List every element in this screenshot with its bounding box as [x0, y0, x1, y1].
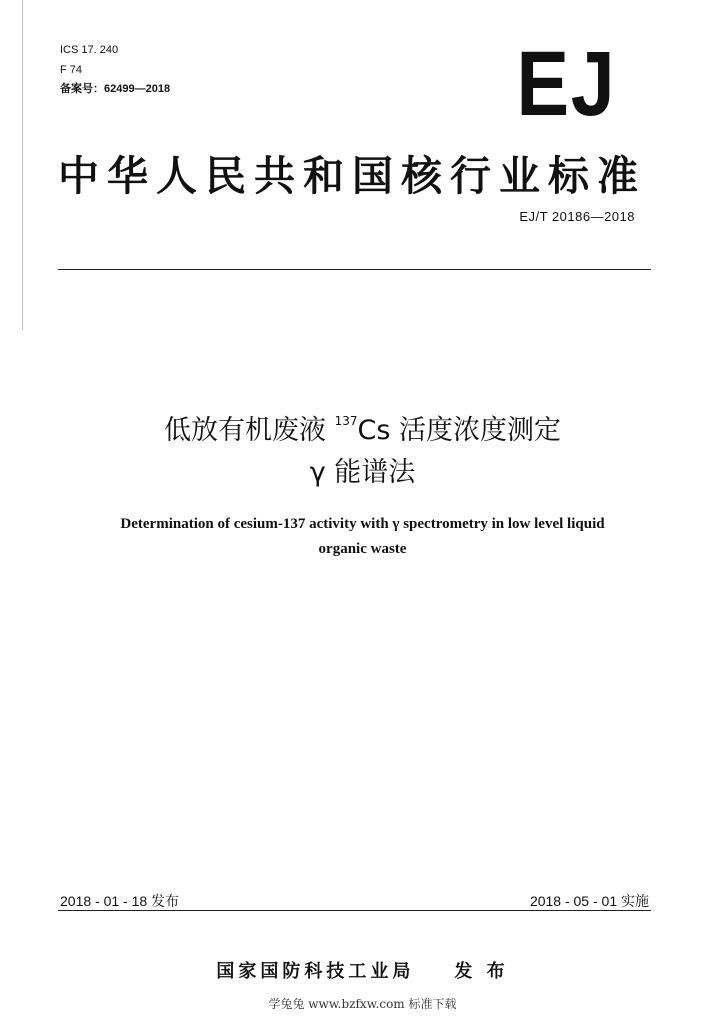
ej-logo: EJ	[516, 33, 617, 135]
title-cn-line1	[0, 408, 725, 447]
ics-code: ICS 17. 240	[60, 44, 119, 56]
isotope-mass-number: 137	[334, 414, 358, 428]
title-cn-prefix: 低放有机废液	[163, 415, 335, 446]
title-en-line1: Determination of cesium-137 activity with γ spectrometry in low level liquid	[120, 516, 605, 532]
issuer-line	[0, 957, 725, 983]
issuer-action: 发 布	[454, 961, 509, 982]
issuer-name: 国家国防科技工业局	[216, 961, 415, 982]
issue-date: 2018 - 01 - 18 发布	[60, 893, 180, 909]
record-number: 备案号：62499—2018	[60, 83, 171, 95]
footer-rule	[58, 910, 651, 911]
header-rule	[58, 269, 651, 270]
title-en-line2: organic waste	[318, 541, 407, 557]
watermark-footer: 学兔兔 www.bzfxw.com 标准下载	[268, 997, 457, 1011]
standard-number: EJ/T 20186—2018	[519, 209, 635, 224]
implementation-date: 2018 - 05 - 01 实施	[529, 893, 649, 909]
ccs-code: F 74	[60, 64, 83, 76]
scan-edge-line	[22, 0, 23, 330]
title-cn-suffix: Cs 活度浓度测定	[357, 415, 561, 446]
standard-title: 中华人民共和国核行业标准	[58, 152, 646, 200]
title-cn-line2: γ 能谱法	[309, 457, 416, 488]
